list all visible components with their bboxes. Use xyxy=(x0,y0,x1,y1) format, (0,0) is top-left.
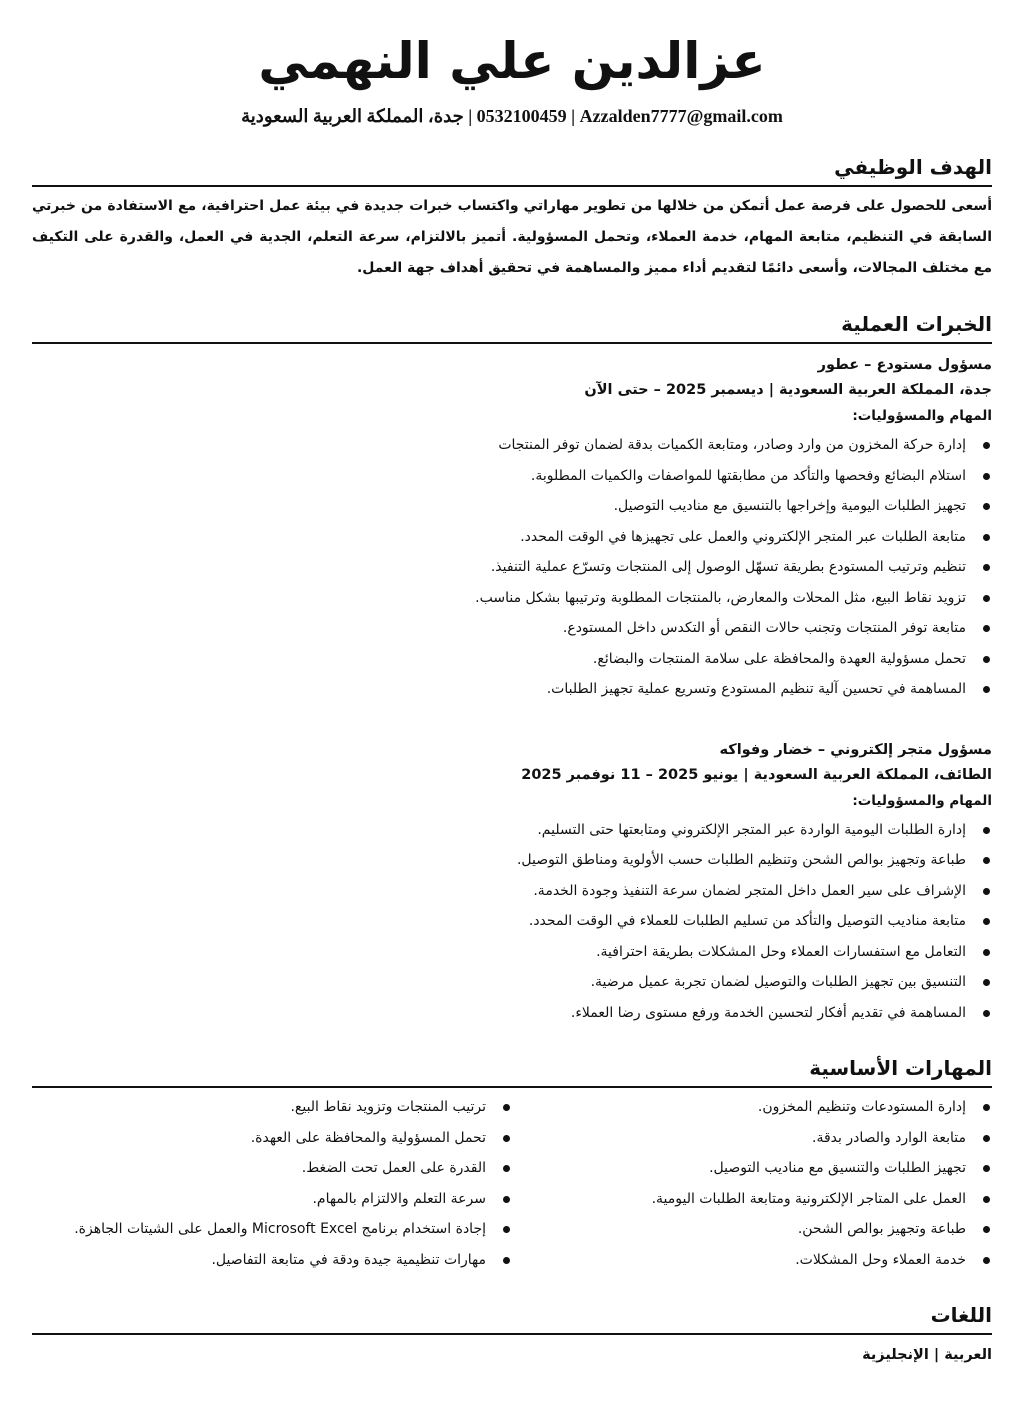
duties-label: المهام والمسؤوليات: xyxy=(852,792,992,809)
skills-grid xyxy=(32,1092,992,1275)
bullet-icon xyxy=(983,1165,990,1172)
job-title: مسؤول مستودع – عطور xyxy=(817,357,992,373)
bullet-icon xyxy=(983,949,990,956)
objective-text: أسعى للحصول على فرصة عمل أتمكن من خلالها من تطوير مهاراتي واكتساب خبرات جديدة في بيئة عمل احترافية، مع الاستفادة من خبرتي السابقة في التنظيم، متابعة المهام، خدمة العملاء، وتحمل المسؤولية. أتميز بالالتزام، سرعة التعلم، الجدية في العمل، والقدرة على التكيف مع مختلف المجالات، وأسعى دائمًا لتقديم أداء مميز والمساهمة في تحقيق أهداف جهة العمل. xyxy=(32,198,992,276)
objective-heading: الهدف الوظيفي xyxy=(32,155,992,187)
phone-number: 0532100459 xyxy=(476,106,567,126)
bullet-icon xyxy=(983,1135,990,1142)
contact-separator: | xyxy=(463,106,473,126)
contact-line xyxy=(32,106,992,127)
duties-list xyxy=(32,815,992,1029)
languages-heading: اللغات xyxy=(32,1303,992,1335)
list-item: متابعة الطلبات عبر المتجر الإلكتروني والعمل على تجهيزها في الوقت المحدد. xyxy=(32,522,992,553)
bullet-icon xyxy=(983,595,990,602)
list-item: العمل على المتاجر الإلكترونية ومتابعة الطلبات اليومية. xyxy=(512,1184,992,1215)
bullet-icon xyxy=(503,1226,510,1233)
list-item: إجادة استخدام برنامج Microsoft Excel والعمل على الشيتات الجاهزة. xyxy=(32,1214,512,1245)
list-item: تحمل المسؤولية والمحافظة على العهدة. xyxy=(32,1123,512,1154)
list-item: تنظيم وترتيب المستودع بطريقة تسهّل الوصول إلى المنتجات وتسرّع عملية التنفيذ. xyxy=(32,552,992,583)
bullet-icon xyxy=(983,1104,990,1111)
bullet-icon xyxy=(503,1104,510,1111)
bullet-icon xyxy=(983,1257,990,1264)
list-item: سرعة التعلم والالتزام بالمهام. xyxy=(32,1184,512,1215)
candidate-name: عزالدين علي النهمي xyxy=(258,32,766,90)
list-item: الإشراف على سير العمل داخل المتجر لضمان سرعة التنفيذ وجودة الخدمة. xyxy=(32,876,992,907)
list-item: متابعة مناديب التوصيل والتأكد من تسليم الطلبات للعملاء في الوقت المحدد. xyxy=(32,906,992,937)
duties-list xyxy=(32,430,992,705)
bullet-icon xyxy=(983,625,990,632)
bullet-icon xyxy=(983,857,990,864)
bullet-icon xyxy=(983,503,990,510)
duties-label: المهام والمسؤوليات: xyxy=(852,408,992,424)
languages-text: العربية | الإنجليزية xyxy=(862,1347,992,1363)
bullet-icon xyxy=(983,979,990,986)
job-meta: الطائف، المملكة العربية السعودية | يونيو 2025 – 11 نوفمبر 2025 xyxy=(521,766,992,783)
job-title: مسؤول متجر إلكتروني – خضار وفواكه xyxy=(719,741,992,758)
list-item: خدمة العملاء وحل المشكلات. xyxy=(512,1245,992,1276)
bullet-icon xyxy=(983,686,990,693)
list-item: متابعة توفر المنتجات وتجنب حالات النقص أو التكدس داخل المستودع. xyxy=(32,613,992,644)
list-item: تزويد نقاط البيع، مثل المحلات والمعارض، بالمنتجات المطلوبة وترتيبها بشكل مناسب. xyxy=(32,583,992,614)
email-address: Azzalden7777@gmail.com xyxy=(579,106,783,126)
list-item: ترتيب المنتجات وتزويد نقاط البيع. xyxy=(32,1092,512,1123)
list-item: إدارة المستودعات وتنظيم المخزون. xyxy=(512,1092,992,1123)
list-item: المساهمة في تقديم أفكار لتحسين الخدمة ورفع مستوى رضا العملاء. xyxy=(32,998,992,1029)
bullet-icon xyxy=(503,1165,510,1172)
resume-page xyxy=(32,0,992,1363)
list-item: المساهمة في تحسين آلية تنظيم المستودع وتسريع عملية تجهيز الطلبات. xyxy=(32,674,992,705)
skills-list xyxy=(512,1092,992,1275)
job-entry xyxy=(32,737,992,1029)
bullet-icon xyxy=(983,1196,990,1203)
list-item: طباعة وتجهيز بوالص الشحن. xyxy=(512,1214,992,1245)
list-item: تجهيز الطلبات والتنسيق مع مناديب التوصيل. xyxy=(512,1153,992,1184)
list-item: تجهيز الطلبات اليومية وإخراجها بالتنسيق مع مناديب التوصيل. xyxy=(32,491,992,522)
bullet-icon xyxy=(983,473,990,480)
list-item: مهارات تنظيمية جيدة ودقة في متابعة التفاصيل. xyxy=(32,1245,512,1276)
location: جدة، المملكة العربية السعودية xyxy=(241,106,464,126)
list-item: استلام البضائع وفحصها والتأكد من مطابقتها للمواصفات والكميات المطلوبة. xyxy=(32,461,992,492)
bullet-icon xyxy=(503,1135,510,1142)
bullet-icon xyxy=(503,1257,510,1264)
bullet-icon xyxy=(503,1196,510,1203)
list-item: إدارة حركة المخزون من وارد وصادر، ومتابعة الكميات بدقة لضمان توفر المنتجات xyxy=(32,430,992,461)
experience-heading: الخبرات العملية xyxy=(32,312,992,344)
list-item: طباعة وتجهيز بوالص الشحن وتنظيم الطلبات حسب الأولوية ومناطق التوصيل. xyxy=(32,845,992,876)
job-entry xyxy=(32,352,992,705)
list-item: التنسيق بين تجهيز الطلبات والتوصيل لضمان تجربة عميل مرضية. xyxy=(32,967,992,998)
skills-list xyxy=(32,1092,512,1275)
bullet-icon xyxy=(983,1226,990,1233)
bullet-icon xyxy=(983,656,990,663)
bullet-icon xyxy=(983,564,990,571)
skills-column-right xyxy=(512,1092,992,1275)
list-item: القدرة على العمل تحت الضغط. xyxy=(32,1153,512,1184)
bullet-icon xyxy=(983,1010,990,1017)
list-item: التعامل مع استفسارات العملاء وحل المشكلات بطريقة احترافية. xyxy=(32,937,992,968)
list-item: تحمل مسؤولية العهدة والمحافظة على سلامة المنتجات والبضائع. xyxy=(32,644,992,675)
job-meta: جدة، المملكة العربية السعودية | ديسمبر 2025 – حتى الآن xyxy=(584,382,992,398)
bullet-icon xyxy=(983,534,990,541)
bullet-icon xyxy=(983,442,990,449)
skills-column-left xyxy=(32,1092,512,1275)
bullet-icon xyxy=(983,827,990,834)
list-item: متابعة الوارد والصادر بدقة. xyxy=(512,1123,992,1154)
list-item: إدارة الطلبات اليومية الواردة عبر المتجر الإلكتروني ومتابعتها حتى التسليم. xyxy=(32,815,992,846)
contact-separator: | xyxy=(571,106,580,126)
skills-heading: المهارات الأساسية xyxy=(32,1056,992,1088)
bullet-icon xyxy=(983,918,990,925)
bullet-icon xyxy=(983,888,990,895)
